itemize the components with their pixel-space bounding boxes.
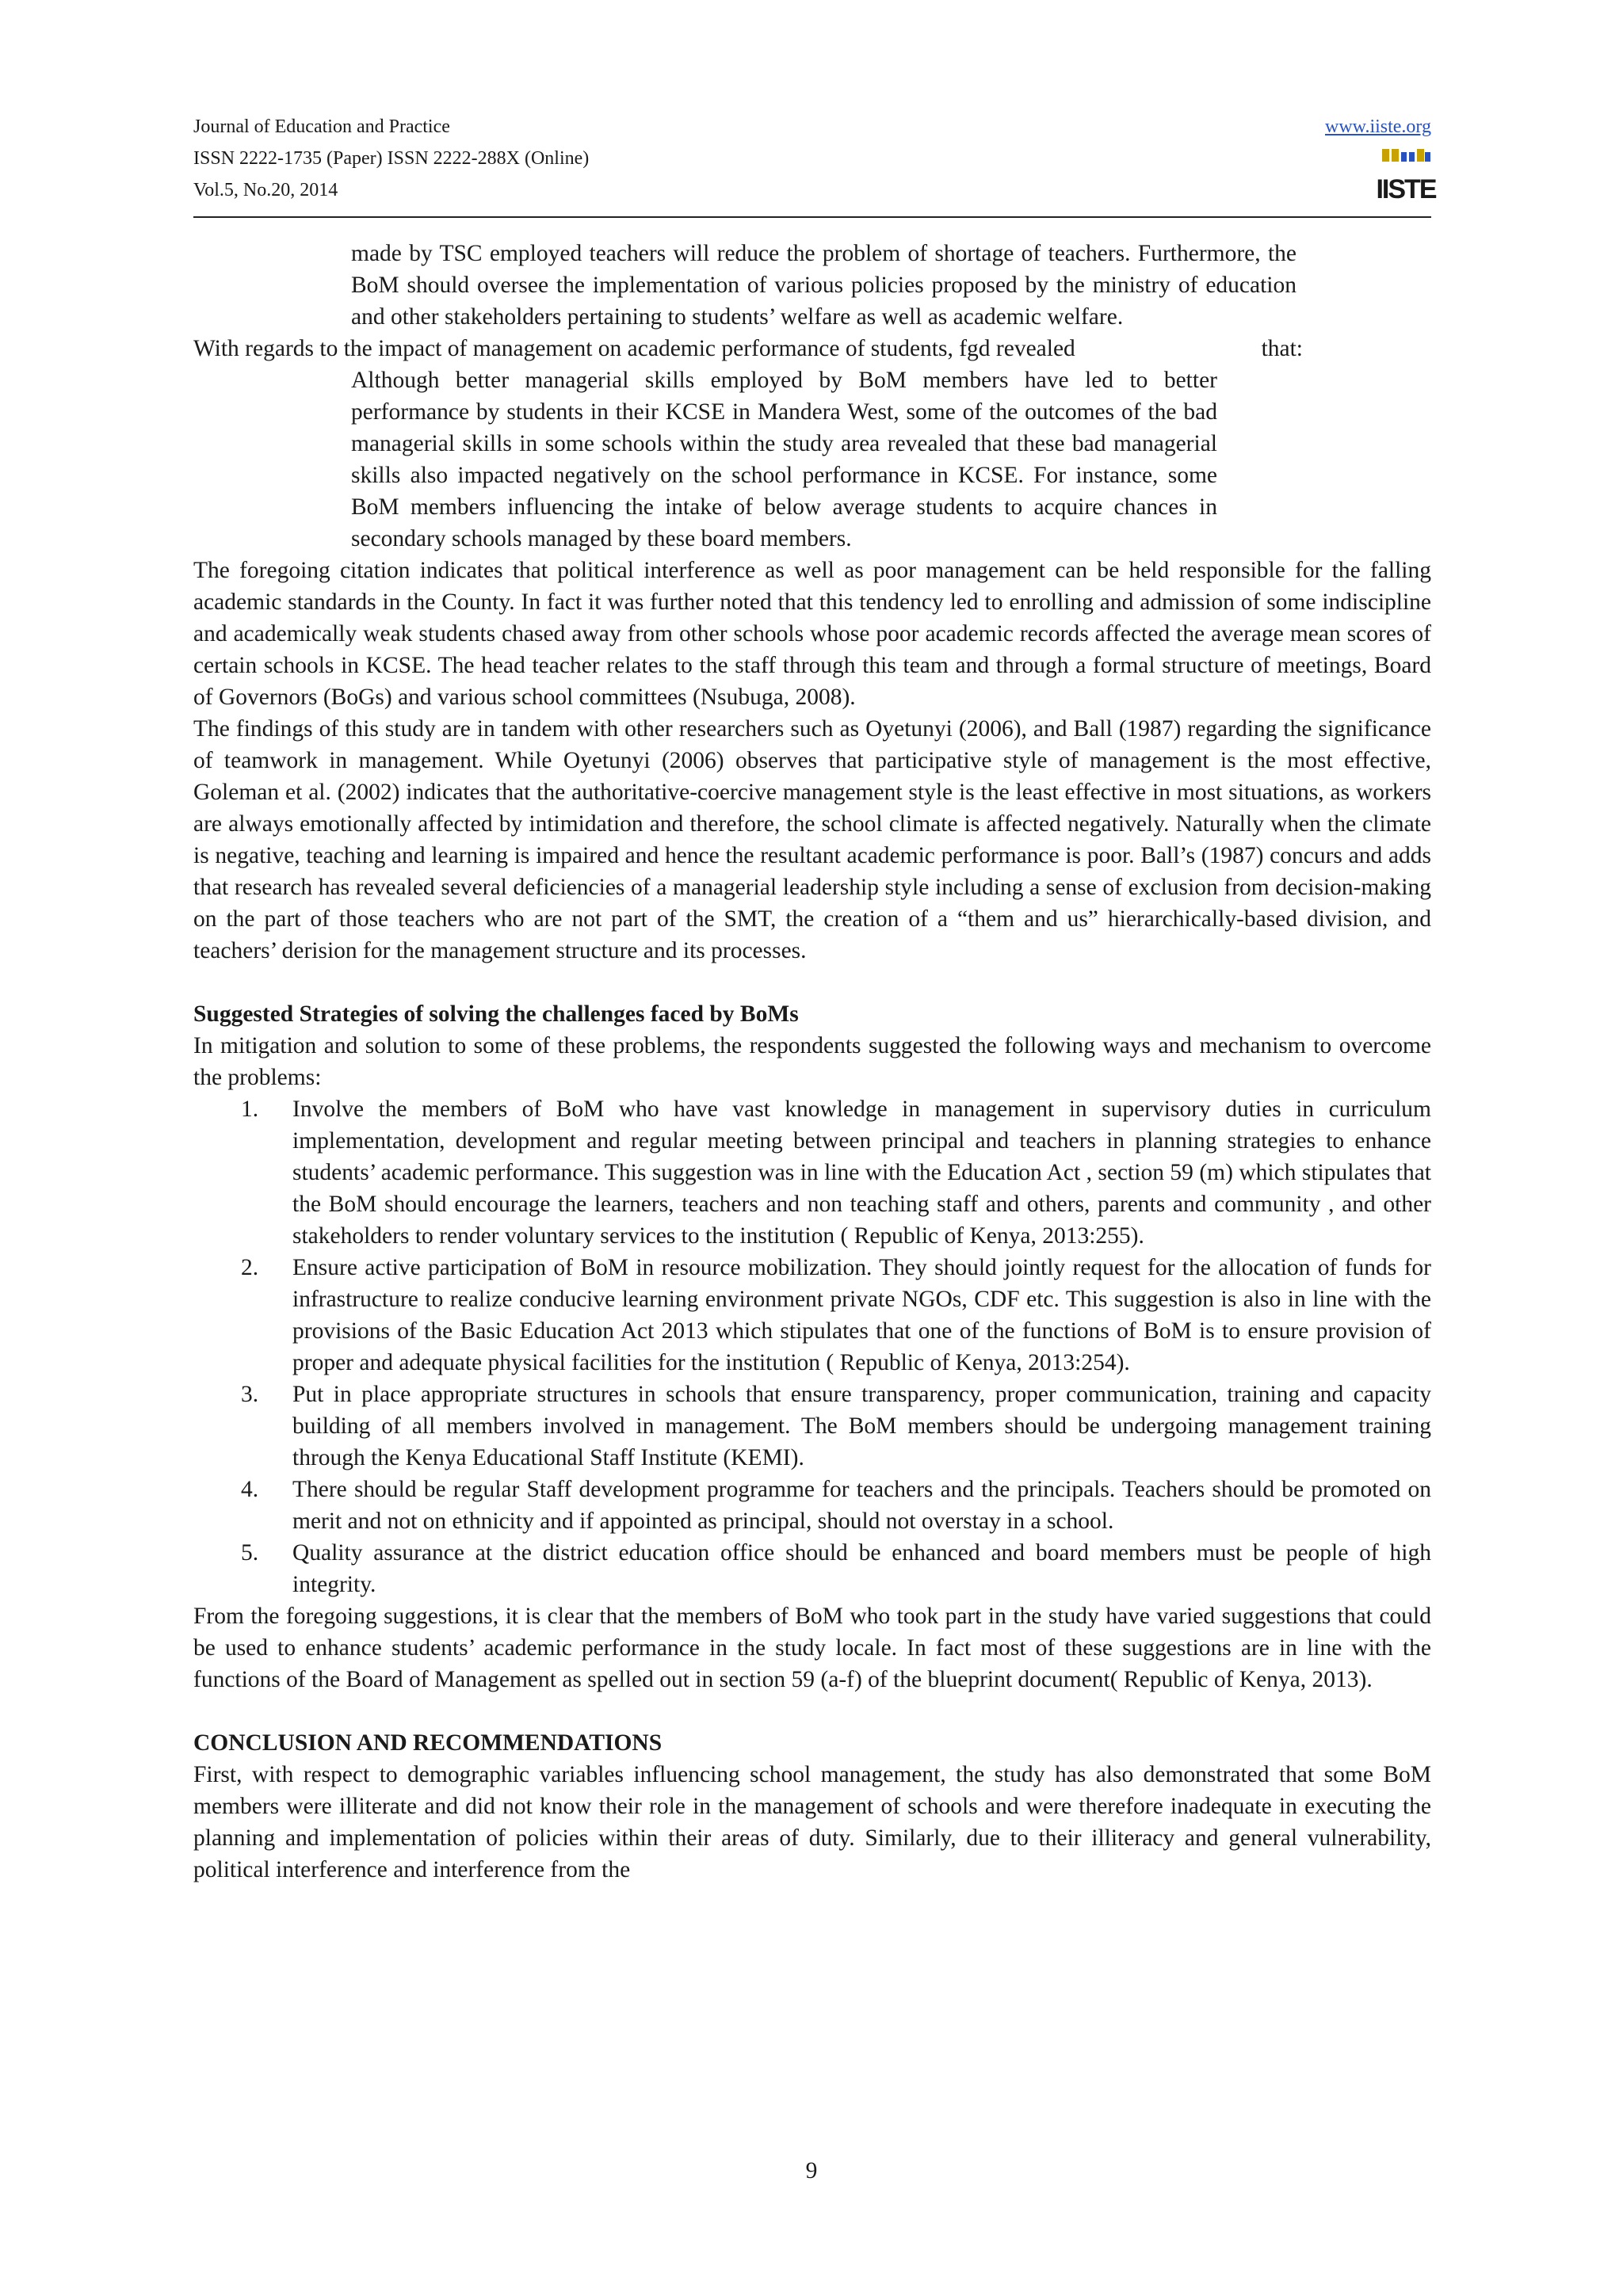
header-rule <box>193 216 1431 218</box>
section-heading-conclusion: CONCLUSION AND RECOMMENDATIONS <box>193 1730 663 1756</box>
list-number: 1. <box>241 1097 259 1122</box>
block-quote-2: Although better managerial skills employed by BoM members have led to better performance by students in their KCSE in Mandera West, some of the outcomes of the bad managerial skills in some schools within the study area revealed that these bad managerial skills also impacted negatively on the school performance in KCSE. For instance, some BoM members influencing the intake of below average students to acquire chances in secondary schools managed by these board members. <box>351 368 1217 551</box>
list-number: 5. <box>241 1540 259 1566</box>
list-text: Quality assurance at the district education office should be enhanced and board members must be people of high integrity. <box>292 1540 1431 1597</box>
journal-title: Journal of Education and Practice <box>193 116 450 137</box>
list-text: There should be regular Staff development programme for teachers and the principals. Teachers should be promoted on merit and not on ethnicity and if appointed as principal, should not overstay in a school. <box>292 1477 1431 1534</box>
strategies-list <box>193 1093 1431 1600</box>
list-item <box>193 1379 1431 1474</box>
list-text: Ensure active participation of BoM in resource mobilization. They should jointly request for the allocation of funds for infrastructure to realize conducive learning environment private NGOs, CDF etc. This suggestion is also in line with the provisions of the Basic Education Act 2013 which stipulates that one of the functions of BoM is to ensure provision of proper and adequate physical facilities for the institution ( Republic of Kenya, 2013:254). <box>292 1255 1431 1375</box>
intro-line <box>193 333 1303 364</box>
paragraph-5: First, with respect to demographic variables influencing school management, the study has also demonstrated that some BoM members were illiterate and did not know their role in the management of schools and were therefore inadequate in executing the planning and implementation of policies within their areas of duty. Similarly, due to their illiteracy and general vulnerability, political interference and interference from the <box>193 1762 1431 1882</box>
intro-text: With regards to the impact of management on academic performance of students, fgd revealed <box>193 336 1075 361</box>
intro-text-end: that: <box>1261 336 1303 361</box>
iiste-logo <box>1376 147 1436 204</box>
page-number: 9 <box>805 2158 818 2183</box>
issn-line: ISSN 2222-1735 (Paper) ISSN 2222-288X (Online) <box>193 148 590 169</box>
list-text: Involve the members of BoM who have vast knowledge in management in supervisory duties in curriculum implementation, development and regular meeting between principal and teachers in planning strategies to enhance students’ academic performance. This suggestion was in line with the Education Act , section 59 (m) which stipulates that the BoM should encourage the learners, teachers and non teaching staff and others, parents and community , and other stakeholders to render voluntary services to the institution ( Republic of Kenya, 2013:255). <box>292 1097 1431 1249</box>
volume-line: Vol.5, No.20, 2014 <box>193 180 338 200</box>
list-item <box>193 1474 1431 1537</box>
list-number: 3. <box>241 1382 259 1407</box>
block-quote-1: made by TSC employed teachers will reduce the problem of shortage of teachers. Furthermore, the BoM should oversee the implementation of various policies proposed by the ministry of education and other stakeholders pertaining to students’ welfare as well as academic welfare. <box>351 241 1296 330</box>
list-text: Put in place appropriate structures in schools that ensure transparency, proper communication, training and capacity building of all members involved in management. The BoM members should be undergoing management training through the Kenya Educational Staff Institute (KEMI). <box>292 1382 1431 1470</box>
paragraph-2: The findings of this study are in tandem with other researchers such as Oyetunyi (2006), and Ball (1987) regarding the significance of teamwork in management. While Oyetunyi (2006) observes that participative style of management is the most effective, Goleman et al. (2002) indicates that the authoritative-coercive management style is the least effective in most situations, as workers are always emotionally affected by intimidation and therefore, the school climate is affected negatively. Naturally when the climate is negative, teaching and learning is impaired and hence the resultant academic performance is poor. Ball’s (1987) concurs and adds that research has revealed several deficiencies of a managerial leadership style including a sense of exclusion from decision-making on the part of those teachers who are not part of the SMT, the creation of a “them and us” hierarchically-based division, and teachers’ derision for the management structure and its processes. <box>193 716 1431 963</box>
list-item <box>193 1093 1431 1252</box>
paragraph-3: In mitigation and solution to some of these problems, the respondents suggested the following ways and mechanism to overcome the problems: <box>193 1033 1431 1090</box>
page-header <box>193 111 1431 206</box>
list-number: 4. <box>241 1477 259 1502</box>
section-heading-strategies: Suggested Strategies of solving the challenges faced by BoMs <box>193 1001 799 1027</box>
article-body <box>193 238 1431 1886</box>
paragraph-4: From the foregoing suggestions, it is clear that the members of BoM who took part in the study have varied suggestions that could be used to enhance students’ academic performance in the study locale. In fact most of these suggestions are in line with the functions of the Board of Management as spelled out in section 59 (a-f) of the blueprint document( Republic of Kenya, 2013). <box>193 1604 1431 1692</box>
list-number: 2. <box>241 1255 259 1280</box>
list-item <box>193 1537 1431 1600</box>
list-item <box>193 1252 1431 1379</box>
website-link[interactable]: www.iiste.org <box>1325 116 1431 137</box>
svg-text:IISTE: IISTE <box>1376 174 1436 204</box>
paragraph-1: The foregoing citation indicates that political interference as well as poor management can be held responsible for the falling academic standards in the County. In fact it was further noted that this tendency led to enrolling and admission of some indiscipline and academically weak students chased away from other schools whose poor academic records affected the average mean scores of certain schools in KCSE. The head teacher relates to the staff through this team and through a formal structure of meetings, Board of Governors (BoGs) and various school committees (Nsubuga, 2008). <box>193 558 1431 710</box>
